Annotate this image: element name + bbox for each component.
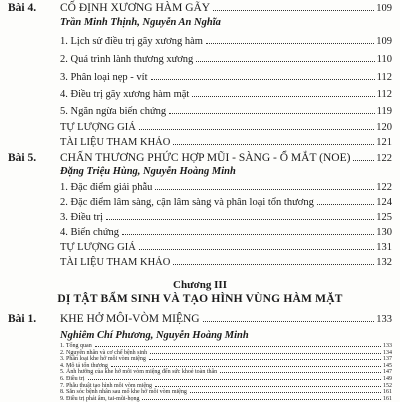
dot-leader [155,189,374,190]
toc-entry[interactable] [60,242,392,253]
toc-entry[interactable] [60,197,392,208]
page-number: 161 [383,395,392,402]
entry-title: 3. Điều trị [60,212,103,223]
page-number: 147 [383,369,392,376]
toc-entry[interactable] [60,389,392,395]
entry-title: 2. Đặc điểm lâm sàng, cận lâm sàng và phân loại tổn thương [60,197,314,208]
entry-title: 2. Nguyên nhân và cơ chế bệnh sinh [60,349,148,356]
dot-leader [106,219,374,220]
page-number: 132 [376,257,392,268]
dot-leader [317,204,374,205]
page-number: 112 [376,72,392,83]
page-number: 122 [376,153,392,164]
entry-title: 1. Đặc điểm giải phẫu [60,182,153,193]
dot-leader [196,61,374,62]
toc-entry[interactable] [60,343,392,349]
dot-leader [155,386,381,387]
toc-entry[interactable] [60,257,392,268]
section-title: KHE HỞ MÔI-VÒM MIỆNG [60,313,200,325]
entry-title: 9. Điều trị phát âm, tai-mũi-họng [60,395,140,402]
entry-title: TÀI LIỆU THAM KHẢO [60,137,171,148]
dot-leader [111,366,381,367]
dot-leader [206,43,374,44]
dot-leader [139,249,374,250]
page-number: 133 [376,314,392,325]
entry-title: 7. Phẫu thuật tạo hình môi vòm miệng [60,382,152,389]
toc-entry[interactable] [60,72,392,83]
toc-entry[interactable] [60,137,392,148]
toc-entry[interactable] [60,212,392,223]
page-number: 149 [383,376,392,382]
entry-title: 2. Quá trình lành thương xương [60,54,194,65]
page-number: 161 [383,389,392,396]
toc-entry[interactable] [60,227,392,238]
entry-title: 8. Săn sóc bệnh nhân sau mổ khe hở môi vòm miệng [60,389,187,396]
toc-entry[interactable] [60,369,392,375]
section-heading-row[interactable] [60,313,392,325]
section-number: Bài 5. [8,152,37,164]
page-number: 145 [383,362,392,369]
entry-title: TÀI LIỆU THAM KHẢO [60,257,171,268]
toc-entry[interactable] [60,396,392,402]
entry-title: 4. Biến chứng [60,227,120,238]
toc-entry[interactable] [60,363,392,369]
toc-entry[interactable] [60,122,392,133]
page-number: 109 [376,36,392,47]
dot-leader [139,129,374,130]
entry-title: 4. Mô tả tổn thương [60,362,108,369]
page-number: 152 [383,382,392,389]
dot-leader [150,353,381,354]
page-number: 120 [376,122,392,133]
page-number: 121 [376,137,392,148]
section-authors: Đặng Triệu Hùng, Nguyễn Hoàng Minh [60,166,236,177]
entry-title: 4. Điều trị gãy xương hàm mặt [60,89,190,100]
toc-entry[interactable] [60,54,392,65]
dot-leader [192,96,374,97]
page-number: 122 [376,182,392,193]
entry-title: 6. Điều trị [60,376,85,382]
dot-leader [353,160,374,161]
entry-title: TỰ LƯỢNG GIÁ [60,122,136,133]
page-number: 131 [376,242,392,253]
section-authors: Nghiêm Chí Phương, Nguyễn Hoàng Minh [60,330,249,341]
dot-leader [173,144,374,145]
dot-leader [173,264,374,265]
toc-entry[interactable] [60,106,392,117]
page-number: 125 [376,212,392,223]
dot-leader [88,379,382,380]
page-number: 109 [376,3,392,14]
toc-entry[interactable] [60,89,392,100]
chapter-label: Chương III [173,279,227,291]
section-heading-row[interactable] [60,2,392,14]
dot-leader [149,359,381,360]
toc-entry[interactable] [60,182,392,193]
page-number: 137 [383,356,392,363]
toc-entry[interactable] [60,350,392,356]
section-number: Bài 4. [8,2,37,14]
entry-title: TỰ LƯỢNG GIÁ [60,242,136,253]
dot-leader [203,321,375,322]
page-number: 133 [383,343,392,349]
toc-entry[interactable] [60,36,392,47]
dot-leader [190,392,381,393]
entry-title: 1. Tổng quan [60,343,92,349]
section-heading-row[interactable] [60,152,392,164]
page-number: 110 [376,54,392,65]
section-number: Bài 1. [8,313,37,325]
page-number: 124 [376,197,392,208]
section-authors: Trần Minh Thịnh, Nguyễn An Nghĩa [60,17,221,28]
dot-leader [169,113,374,114]
entry-title: 1. Lịch sử điều trị gãy xương hàm [60,36,203,47]
dot-leader [213,10,374,11]
entry-title: 3. Phân loại khe hở môi vòm miệng [60,356,146,363]
entry-title: 5. Ngăn ngừa biến chứng [60,106,167,117]
toc-entry[interactable] [60,376,392,382]
dot-leader [151,79,375,80]
dot-leader [220,372,381,373]
dot-leader [122,234,374,235]
page-number: 112 [376,89,392,100]
entry-title: 5. Ảnh hưởng của khe hở môi vòm miệng đến sức khoẻ toàn thân [60,369,218,376]
page-number: 130 [376,227,392,238]
page-number: 119 [376,106,392,117]
entry-title: 3. Phân loại nẹp - vít [60,72,148,83]
page-number: 134 [383,349,392,356]
chapter-title: DỊ TẬT BẨM SINH VÀ TẠO HÌNH VÙNG HÀM MẶT [57,293,343,305]
toc-entry[interactable] [60,356,392,362]
dot-leader [95,346,381,347]
toc-entry[interactable] [60,383,392,389]
section-title: CHẤN THƯƠNG PHỨC HỢP MŨI - SÀNG - Ổ MẮT (NOE) [60,152,351,164]
section-title: CỐ ĐỊNH XƯƠNG HÀM GÃY [60,2,211,14]
